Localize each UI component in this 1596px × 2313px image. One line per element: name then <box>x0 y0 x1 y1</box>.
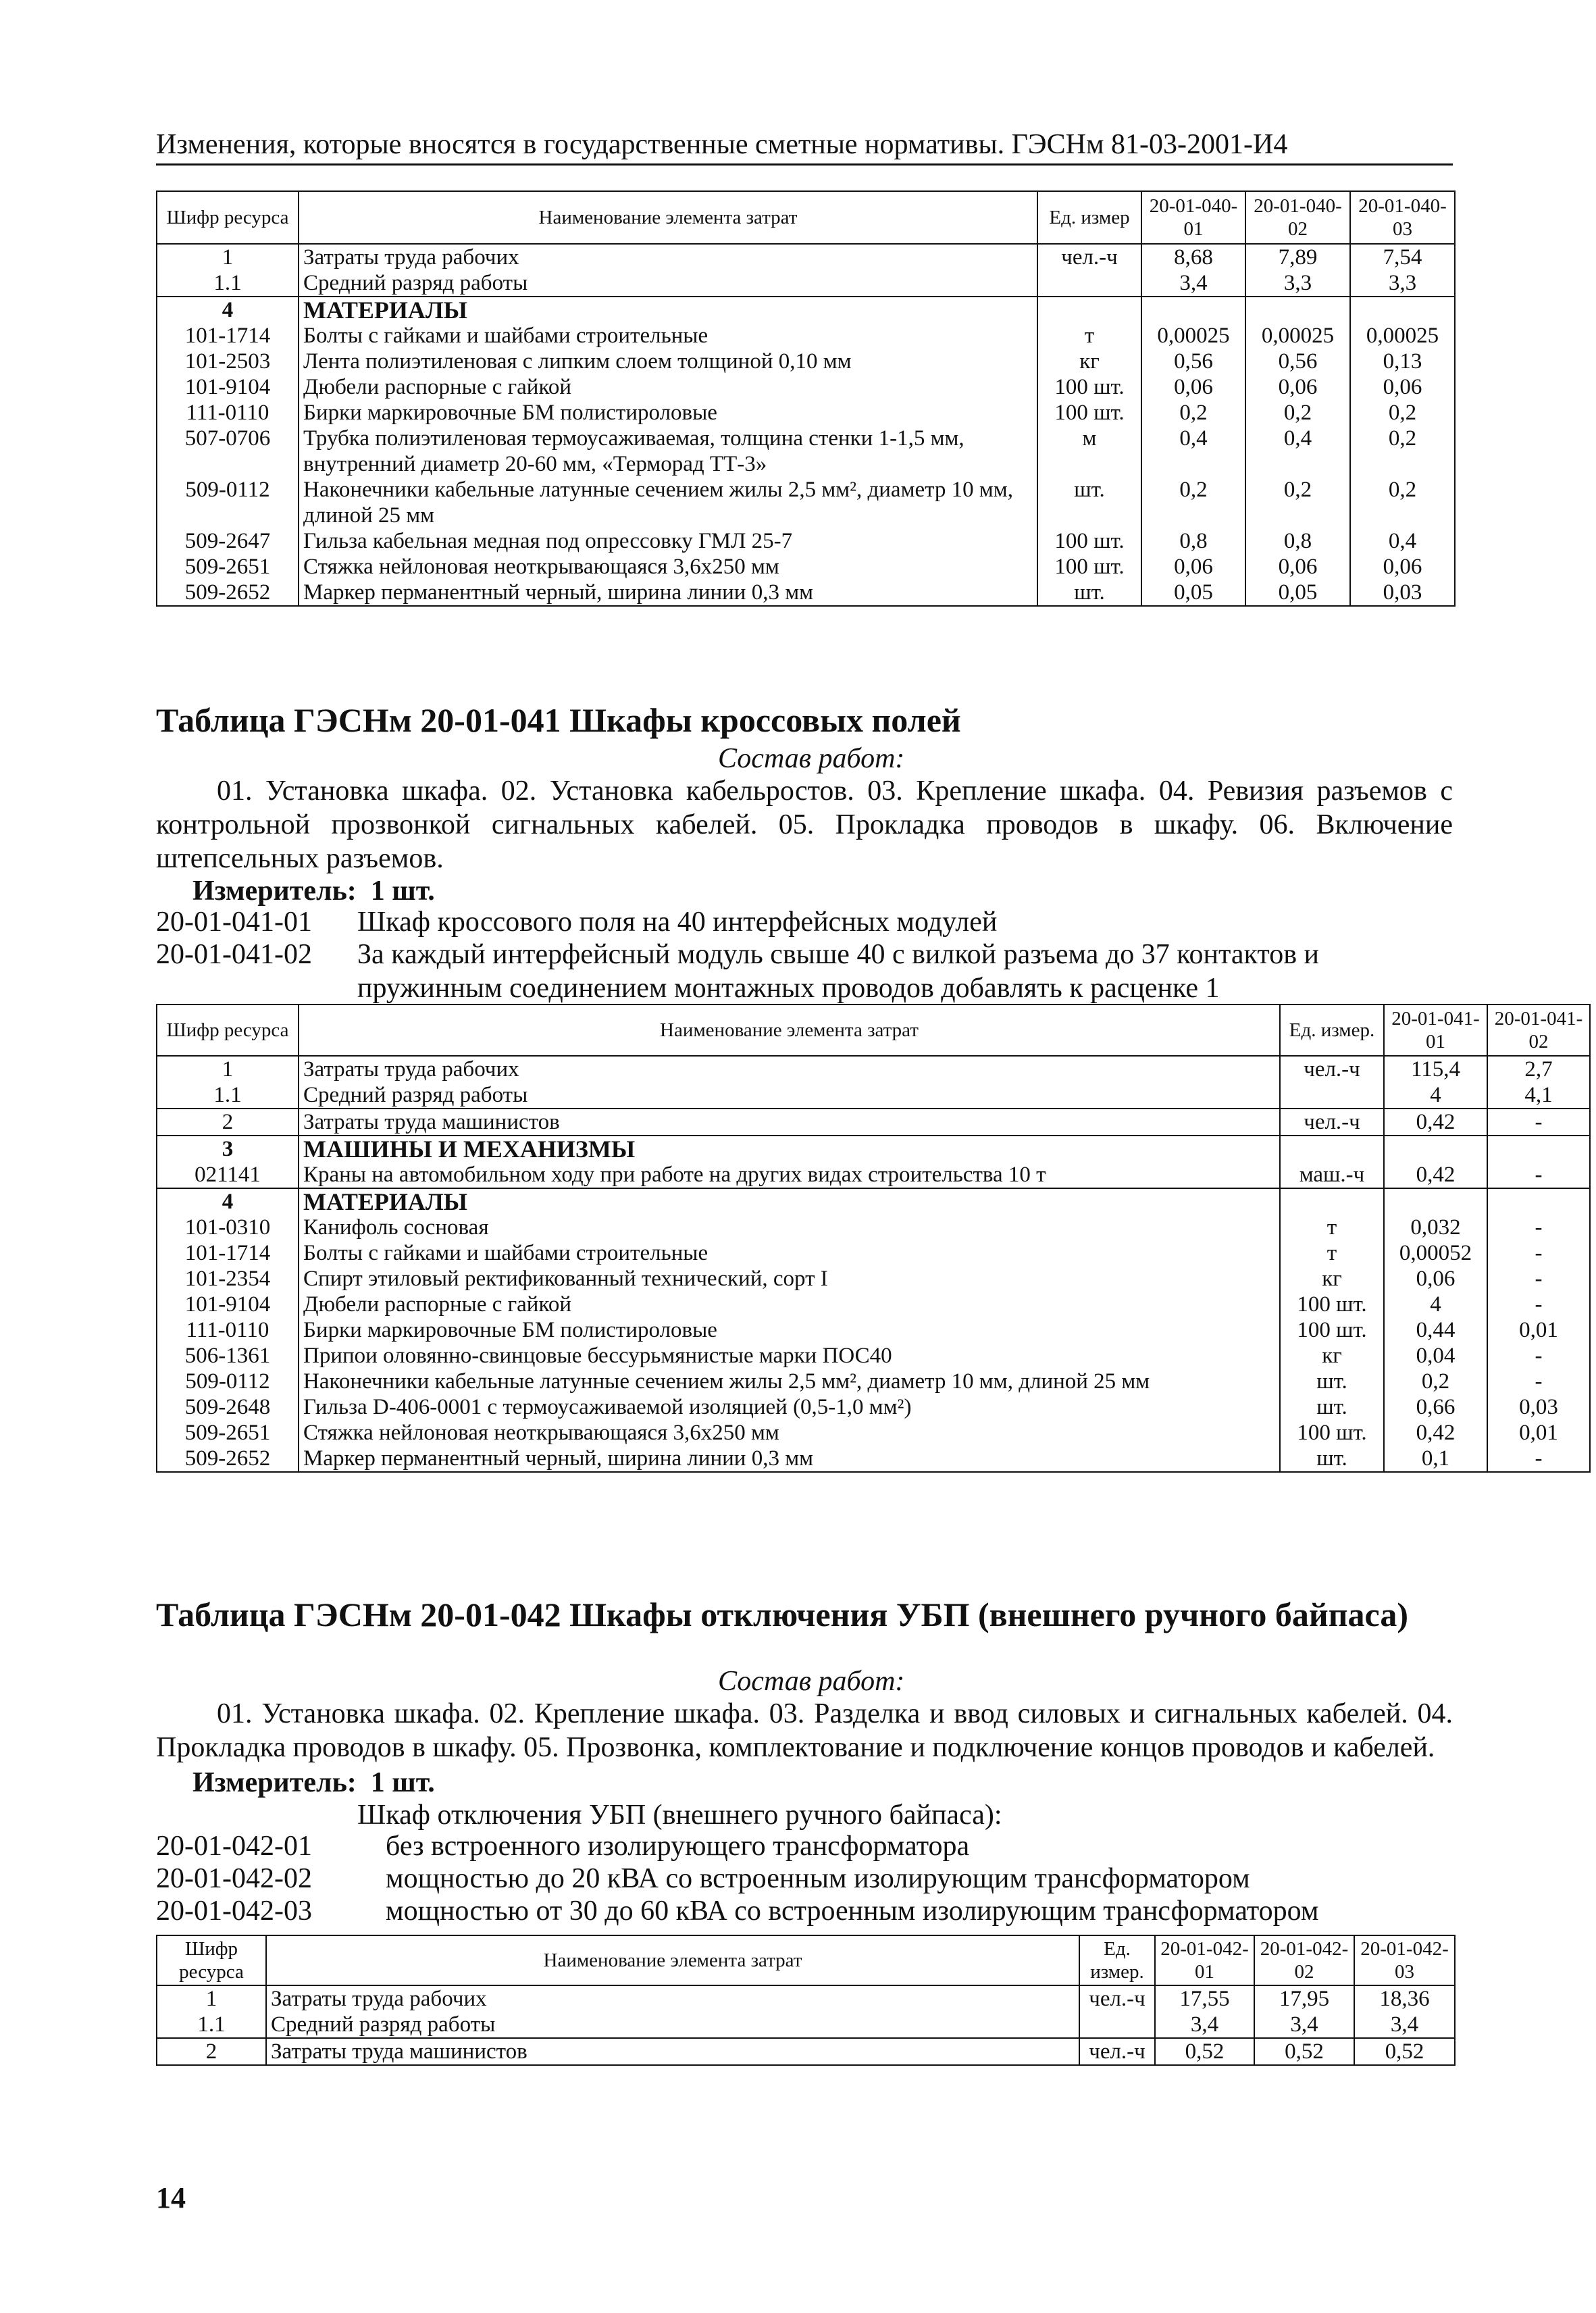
cell-code: 507-0706 <box>157 426 299 477</box>
table-row <box>157 1136 1590 1162</box>
sostav-text-042: 01. Установка шкафа. 02. Крепление шкафа. 03. Разделка и ввод силовых и сигнальных кабелей. 04. Прокладка проводов в шкафу. 05. Прозвонка, комплектование и подключение концов проводов и кабелей. <box>156 1698 1453 1763</box>
cell-value-1: 0,42 <box>1384 1109 1487 1136</box>
cell-code: 2 <box>157 2038 266 2065</box>
cell-value-1: 115,4 <box>1384 1056 1487 1082</box>
cell-value-2: - <box>1487 1343 1590 1369</box>
cell-name: Наконечники кабельные латунные сечением жилы 2,5 мм², диаметр 10 мм, длиной 25 мм <box>299 1369 1280 1394</box>
table-row <box>157 1317 1590 1343</box>
sostav-label-041: Состав работ: <box>718 743 905 774</box>
cell-code: 1 <box>157 1056 299 1082</box>
cell-value-1: 0,00025 <box>1141 323 1245 349</box>
cell-name: Припои оловянно-свинцовые бессурьмянистые марки ПОС40 <box>299 1343 1280 1369</box>
table-row <box>157 1266 1590 1292</box>
cell-code: 509-2652 <box>157 580 299 606</box>
cell-unit: маш.-ч <box>1280 1162 1384 1188</box>
cell-value-2: 0,56 <box>1245 349 1350 374</box>
cell-value-2: 3,4 <box>1254 2012 1354 2038</box>
table-row <box>157 349 1455 374</box>
cell-value-1: 0,42 <box>1384 1162 1487 1188</box>
col-header-name: Наименование элемента затрат <box>299 191 1037 244</box>
cell-code: 509-0112 <box>157 477 299 528</box>
table-row <box>157 1240 1590 1266</box>
cell-value-1: 0,06 <box>1384 1266 1487 1292</box>
col-header-c1: 20-01-042-01 <box>1155 1935 1254 1985</box>
col-header-unit: Ед. измер. <box>1280 1005 1384 1056</box>
cell-value-2: 0,4 <box>1245 426 1350 477</box>
cell-unit: чел.-ч <box>1280 1056 1384 1082</box>
table-row <box>157 2012 1455 2038</box>
cell-code: 1.1 <box>157 270 299 297</box>
cell-value-2 <box>1487 1136 1590 1162</box>
cell-value-2: 0,03 <box>1487 1394 1590 1420</box>
cell-name: МАТЕРИАЛЫ <box>299 297 1037 323</box>
cell-code: 506-1361 <box>157 1343 299 1369</box>
cell-value-3: 0,06 <box>1350 554 1455 580</box>
cell-unit: кг <box>1037 349 1141 374</box>
cell-name: МАТЕРИАЛЫ <box>299 1188 1280 1215</box>
col-header-name: Наименование элемента затрат <box>299 1005 1280 1056</box>
item-desc: Шкаф кроссового поля на 40 интерфейсных модулей <box>357 907 998 938</box>
cell-value-2: - <box>1487 1446 1590 1472</box>
cell-name: Наконечники кабельные латунные сечением жилы 2,5 мм², диаметр 10 мм, длиной 25 мм <box>299 477 1037 528</box>
resource-table-042 <box>156 1935 1456 2066</box>
cell-unit <box>1280 1188 1384 1215</box>
item-code: 20-01-042-02 <box>156 1863 312 1894</box>
cell-value-1: 0,2 <box>1384 1369 1487 1394</box>
item-desc: без встроенного изолирующего трансформатора <box>386 1831 970 1862</box>
cell-value-2: 0,05 <box>1245 580 1350 606</box>
cell-unit: чел.-ч <box>1079 2038 1155 2065</box>
table-row <box>157 297 1455 323</box>
cell-name: Болты с гайками и шайбами строительные <box>299 323 1037 349</box>
cell-code: 021141 <box>157 1162 299 1188</box>
cell-code: 4 <box>157 1188 299 1215</box>
cell-value-1: 0,04 <box>1384 1343 1487 1369</box>
cell-name: Болты с гайками и шайбами строительные <box>299 1240 1280 1266</box>
cell-value-2: 0,06 <box>1245 554 1350 580</box>
table-row <box>157 1056 1590 1082</box>
cell-value-1 <box>1141 297 1245 323</box>
cell-value-2: - <box>1487 1109 1590 1136</box>
col-header-c1: 20-01-040-01 <box>1141 191 1245 244</box>
cell-unit: т <box>1280 1240 1384 1266</box>
cell-name: Затраты труда рабочих <box>299 1056 1280 1082</box>
table-row <box>157 1343 1590 1369</box>
cell-value-1: 0,42 <box>1384 1420 1487 1446</box>
cell-unit: 100 шт. <box>1280 1292 1384 1317</box>
cell-code: 4 <box>157 297 299 323</box>
table-row <box>157 270 1455 297</box>
table-row <box>157 400 1455 426</box>
cell-value-2: 0,52 <box>1254 2038 1354 2065</box>
cell-name: Стяжка нейлоновая неоткрывающаяся 3,6x250 мм <box>299 554 1037 580</box>
cell-value-2: 4,1 <box>1487 1082 1590 1109</box>
table-row <box>157 580 1455 606</box>
cell-name: Канифоль сосновая <box>299 1215 1280 1240</box>
cell-value-1: 0,56 <box>1141 349 1245 374</box>
cell-value-1: 3,4 <box>1155 2012 1254 2038</box>
table-row <box>157 374 1455 400</box>
cell-unit <box>1079 2012 1155 2038</box>
cell-unit: шт. <box>1037 580 1141 606</box>
table-row <box>157 1420 1590 1446</box>
cell-value-3: 3,3 <box>1350 270 1455 297</box>
table-row <box>157 1292 1590 1317</box>
cell-value-1: 0,66 <box>1384 1394 1487 1420</box>
cell-name: МАШИНЫ И МЕХАНИЗМЫ <box>299 1136 1280 1162</box>
cell-name: Лента полиэтиленовая с липким слоем толщиной 0,10 мм <box>299 349 1037 374</box>
cell-value-3: 0,4 <box>1350 528 1455 554</box>
col-header-c3: 20-01-042-03 <box>1354 1935 1455 1985</box>
cell-value-3: 0,2 <box>1350 477 1455 528</box>
cell-value-1: 0,44 <box>1384 1317 1487 1343</box>
cell-value-2: 17,95 <box>1254 1985 1354 2012</box>
cell-value-1: 17,55 <box>1155 1985 1254 2012</box>
group-desc: Шкаф отключения УБП (внешнего ручного байпаса): <box>357 1800 1002 1831</box>
table-row <box>157 1394 1590 1420</box>
cell-name: Гильза D-406-0001 с термоусаживаемой изоляцией (0,5-1,0 мм²) <box>299 1394 1280 1420</box>
cell-name: Гильза кабельная медная под опрессовку ГМЛ 25-7 <box>299 528 1037 554</box>
table-row <box>157 1369 1590 1394</box>
cell-name: Затраты труда машинистов <box>266 2038 1079 2065</box>
cell-name: Затраты труда рабочих <box>266 1985 1079 2012</box>
cell-value-3: 0,13 <box>1350 349 1455 374</box>
cell-code: 509-2647 <box>157 528 299 554</box>
cell-value-3: 3,4 <box>1354 2012 1455 2038</box>
table-row <box>157 1162 1590 1188</box>
cell-name: Спирт этиловый ректификованный технический, сорт I <box>299 1266 1280 1292</box>
col-header-unit: Ед. измер. <box>1079 1935 1155 1985</box>
cell-value-3: 18,36 <box>1354 1985 1455 2012</box>
cell-value-2: 0,2 <box>1245 477 1350 528</box>
cell-value-1: 0,032 <box>1384 1215 1487 1240</box>
sostav-label-042: Состав работ: <box>718 1666 905 1697</box>
cell-unit: чел.-ч <box>1280 1109 1384 1136</box>
cell-value-1: 0,1 <box>1384 1446 1487 1472</box>
cell-name: Дюбели распорные с гайкой <box>299 374 1037 400</box>
cell-value-2: 0,8 <box>1245 528 1350 554</box>
cell-unit: 100 шт. <box>1037 554 1141 580</box>
col-header-code: Шифр ресурса <box>157 191 299 244</box>
cell-unit: шт. <box>1037 477 1141 528</box>
table-row <box>157 323 1455 349</box>
table-row <box>157 1215 1590 1240</box>
cell-unit: шт. <box>1280 1369 1384 1394</box>
cell-code: 509-2652 <box>157 1446 299 1472</box>
cell-name: Бирки маркировочные БМ полистироловые <box>299 400 1037 426</box>
cell-code: 1 <box>157 1985 266 2012</box>
col-header-c2: 20-01-042-02 <box>1254 1935 1354 1985</box>
resource-table-041 <box>156 1004 1591 1473</box>
cell-value-3: 0,00025 <box>1350 323 1455 349</box>
cell-code: 101-9104 <box>157 1292 299 1317</box>
col-header-c2: 20-01-041-02 <box>1487 1005 1590 1056</box>
cell-value-1: 0,00052 <box>1384 1240 1487 1266</box>
cell-value-2: 0,01 <box>1487 1317 1590 1343</box>
cell-name: Маркер перманентный черный, ширина линии 0,3 мм <box>299 580 1037 606</box>
cell-unit: кг <box>1280 1266 1384 1292</box>
cell-unit: шт. <box>1280 1394 1384 1420</box>
cell-value-2: - <box>1487 1292 1590 1317</box>
table-row <box>157 1985 1455 2012</box>
cell-value-1: 4 <box>1384 1292 1487 1317</box>
cell-value-2: - <box>1487 1215 1590 1240</box>
cell-value-3: 7,54 <box>1350 244 1455 270</box>
cell-value-1: 0,8 <box>1141 528 1245 554</box>
table-row <box>157 1446 1590 1472</box>
table-row <box>157 1082 1590 1109</box>
running-header: Изменения, которые вносятся в государственные сметные нормативы. ГЭСНм 81-03-2001-И4 <box>156 127 1453 166</box>
cell-value-2: 0,2 <box>1245 400 1350 426</box>
cell-code: 509-2648 <box>157 1394 299 1420</box>
cell-code: 101-1714 <box>157 1240 299 1266</box>
cell-value-2: 7,89 <box>1245 244 1350 270</box>
cell-code: 101-2354 <box>157 1266 299 1292</box>
item-code: 20-01-042-01 <box>156 1831 312 1862</box>
cell-code: 111-0110 <box>157 1317 299 1343</box>
item-desc: мощностью от 30 до 60 кВА со встроенным изолирующим трансформатором <box>386 1896 1319 1927</box>
cell-value-1: 0,52 <box>1155 2038 1254 2065</box>
cell-name: Средний разряд работы <box>266 2012 1079 2038</box>
cell-code: 509-0112 <box>157 1369 299 1394</box>
cell-value-3: 0,52 <box>1354 2038 1455 2065</box>
cell-value-2 <box>1487 1188 1590 1215</box>
cell-unit: т <box>1037 323 1141 349</box>
cell-name: Затраты труда рабочих <box>299 244 1037 270</box>
cell-value-1 <box>1384 1136 1487 1162</box>
table-row <box>157 528 1455 554</box>
col-header-name: Наименование элемента затрат <box>266 1935 1079 1985</box>
measure-041: Измеритель: 1 шт. <box>192 875 435 907</box>
cell-name: Средний разряд работы <box>299 1082 1280 1109</box>
cell-value-1: 3,4 <box>1141 270 1245 297</box>
cell-unit: м <box>1037 426 1141 477</box>
cell-value-3: 0,06 <box>1350 374 1455 400</box>
item-code: 20-01-041-02 <box>156 939 312 970</box>
cell-code: 509-2651 <box>157 1420 299 1446</box>
cell-name: Маркер перманентный черный, ширина линии 0,3 мм <box>299 1446 1280 1472</box>
cell-value-1 <box>1384 1188 1487 1215</box>
cell-code: 3 <box>157 1136 299 1162</box>
cell-value-2: - <box>1487 1266 1590 1292</box>
cell-value-2: 3,3 <box>1245 270 1350 297</box>
page-number: 14 <box>156 2181 186 2214</box>
cell-name: Краны на автомобильном ходу при работе на других видах строительства 10 т <box>299 1162 1280 1188</box>
measure-042: Измеритель: 1 шт. <box>192 1767 435 1798</box>
table-row <box>157 1188 1590 1215</box>
cell-value-3: 0,2 <box>1350 400 1455 426</box>
col-header-c3: 20-01-040-03 <box>1350 191 1455 244</box>
cell-unit: 100 шт. <box>1037 528 1141 554</box>
cell-unit: 100 шт. <box>1280 1317 1384 1343</box>
cell-unit: т <box>1280 1215 1384 1240</box>
table-row <box>157 554 1455 580</box>
cell-name: Средний разряд работы <box>299 270 1037 297</box>
cell-code: 1.1 <box>157 1082 299 1109</box>
cell-name: Трубка полиэтиленовая термоусаживаемая, толщина стенки 1-1,5 мм, внутренний диаметр 20-60 мм, «Терморад ТТ-3» <box>299 426 1037 477</box>
cell-value-1: 0,2 <box>1141 477 1245 528</box>
cell-code: 2 <box>157 1109 299 1136</box>
cell-code: 1.1 <box>157 2012 266 2038</box>
cell-value-3: 0,2 <box>1350 426 1455 477</box>
cell-unit <box>1280 1082 1384 1109</box>
table-row <box>157 426 1455 477</box>
cell-value-1: 8,68 <box>1141 244 1245 270</box>
cell-value-1: 0,4 <box>1141 426 1245 477</box>
cell-name: Бирки маркировочные БМ полистироловые <box>299 1317 1280 1343</box>
cell-code: 101-9104 <box>157 374 299 400</box>
cell-value-2: - <box>1487 1369 1590 1394</box>
cell-code: 101-1714 <box>157 323 299 349</box>
item-code: 20-01-042-03 <box>156 1896 312 1927</box>
cell-name: Дюбели распорные с гайкой <box>299 1292 1280 1317</box>
cell-unit: 100 шт. <box>1037 400 1141 426</box>
cell-code: 101-0310 <box>157 1215 299 1240</box>
cell-unit <box>1037 297 1141 323</box>
cell-unit <box>1280 1136 1384 1162</box>
sostav-text-041: 01. Установка шкафа. 02. Установка кабельростов. 03. Крепление шкафа. 04. Ревизия разъемов с контрольной прозвонкой сигнальных кабелей. 05. Прокладка проводов в шкафу. 06. Включение штепсельных разъемов. <box>156 776 1453 874</box>
resource-table-040 <box>156 190 1456 607</box>
cell-unit: 100 шт. <box>1280 1420 1384 1446</box>
cell-value-2: 2,7 <box>1487 1056 1590 1082</box>
cell-value-2: 0,06 <box>1245 374 1350 400</box>
cell-unit: шт. <box>1280 1446 1384 1472</box>
cell-value-3 <box>1350 297 1455 323</box>
cell-value-1: 4 <box>1384 1082 1487 1109</box>
table-row <box>157 244 1455 270</box>
cell-value-2: - <box>1487 1162 1590 1188</box>
cell-unit: чел.-ч <box>1037 244 1141 270</box>
cell-name: Стяжка нейлоновая неоткрывающаяся 3,6x250 мм <box>299 1420 1280 1446</box>
col-header-code: Шифр ресурса <box>157 1005 299 1056</box>
cell-value-1: 0,2 <box>1141 400 1245 426</box>
cell-unit: 100 шт. <box>1037 374 1141 400</box>
col-header-c2: 20-01-040-02 <box>1245 191 1350 244</box>
cell-code: 1 <box>157 244 299 270</box>
col-header-c1: 20-01-041-01 <box>1384 1005 1487 1056</box>
cell-value-2: 0,01 <box>1487 1420 1590 1446</box>
item-code: 20-01-041-01 <box>156 907 312 938</box>
section-title-042: Таблица ГЭСНм 20-01-042 Шкафы отключения УБП (внешнего ручного байпаса) <box>156 1596 1408 1633</box>
cell-value-2: 0,00025 <box>1245 323 1350 349</box>
item-desc: За каждый интерфейсный модуль свыше 40 с вилкой разъема до 37 контактов и пружинным соединением монтажных проводов добавлять к расценке 1 <box>357 939 1320 1004</box>
section-title-041: Таблица ГЭСНм 20-01-041 Шкафы кроссовых полей <box>156 701 961 739</box>
cell-unit <box>1037 270 1141 297</box>
table-row <box>157 477 1455 528</box>
cell-value-1: 0,06 <box>1141 374 1245 400</box>
cell-code: 509-2651 <box>157 554 299 580</box>
cell-code: 111-0110 <box>157 400 299 426</box>
cell-unit: кг <box>1280 1343 1384 1369</box>
col-header-code: Шифр ресурса <box>157 1935 266 1985</box>
cell-unit: чел.-ч <box>1079 1985 1155 2012</box>
item-desc: мощностью до 20 кВА со встроенным изолирующим трансформатором <box>386 1863 1250 1894</box>
cell-name: Затраты труда машинистов <box>299 1109 1280 1136</box>
col-header-unit: Ед. измер <box>1037 191 1141 244</box>
table-row <box>157 2038 1455 2065</box>
cell-value-3: 0,03 <box>1350 580 1455 606</box>
table-row <box>157 1109 1590 1136</box>
cell-value-2: - <box>1487 1240 1590 1266</box>
cell-value-1: 0,05 <box>1141 580 1245 606</box>
cell-code: 101-2503 <box>157 349 299 374</box>
cell-value-2 <box>1245 297 1350 323</box>
cell-value-1: 0,06 <box>1141 554 1245 580</box>
